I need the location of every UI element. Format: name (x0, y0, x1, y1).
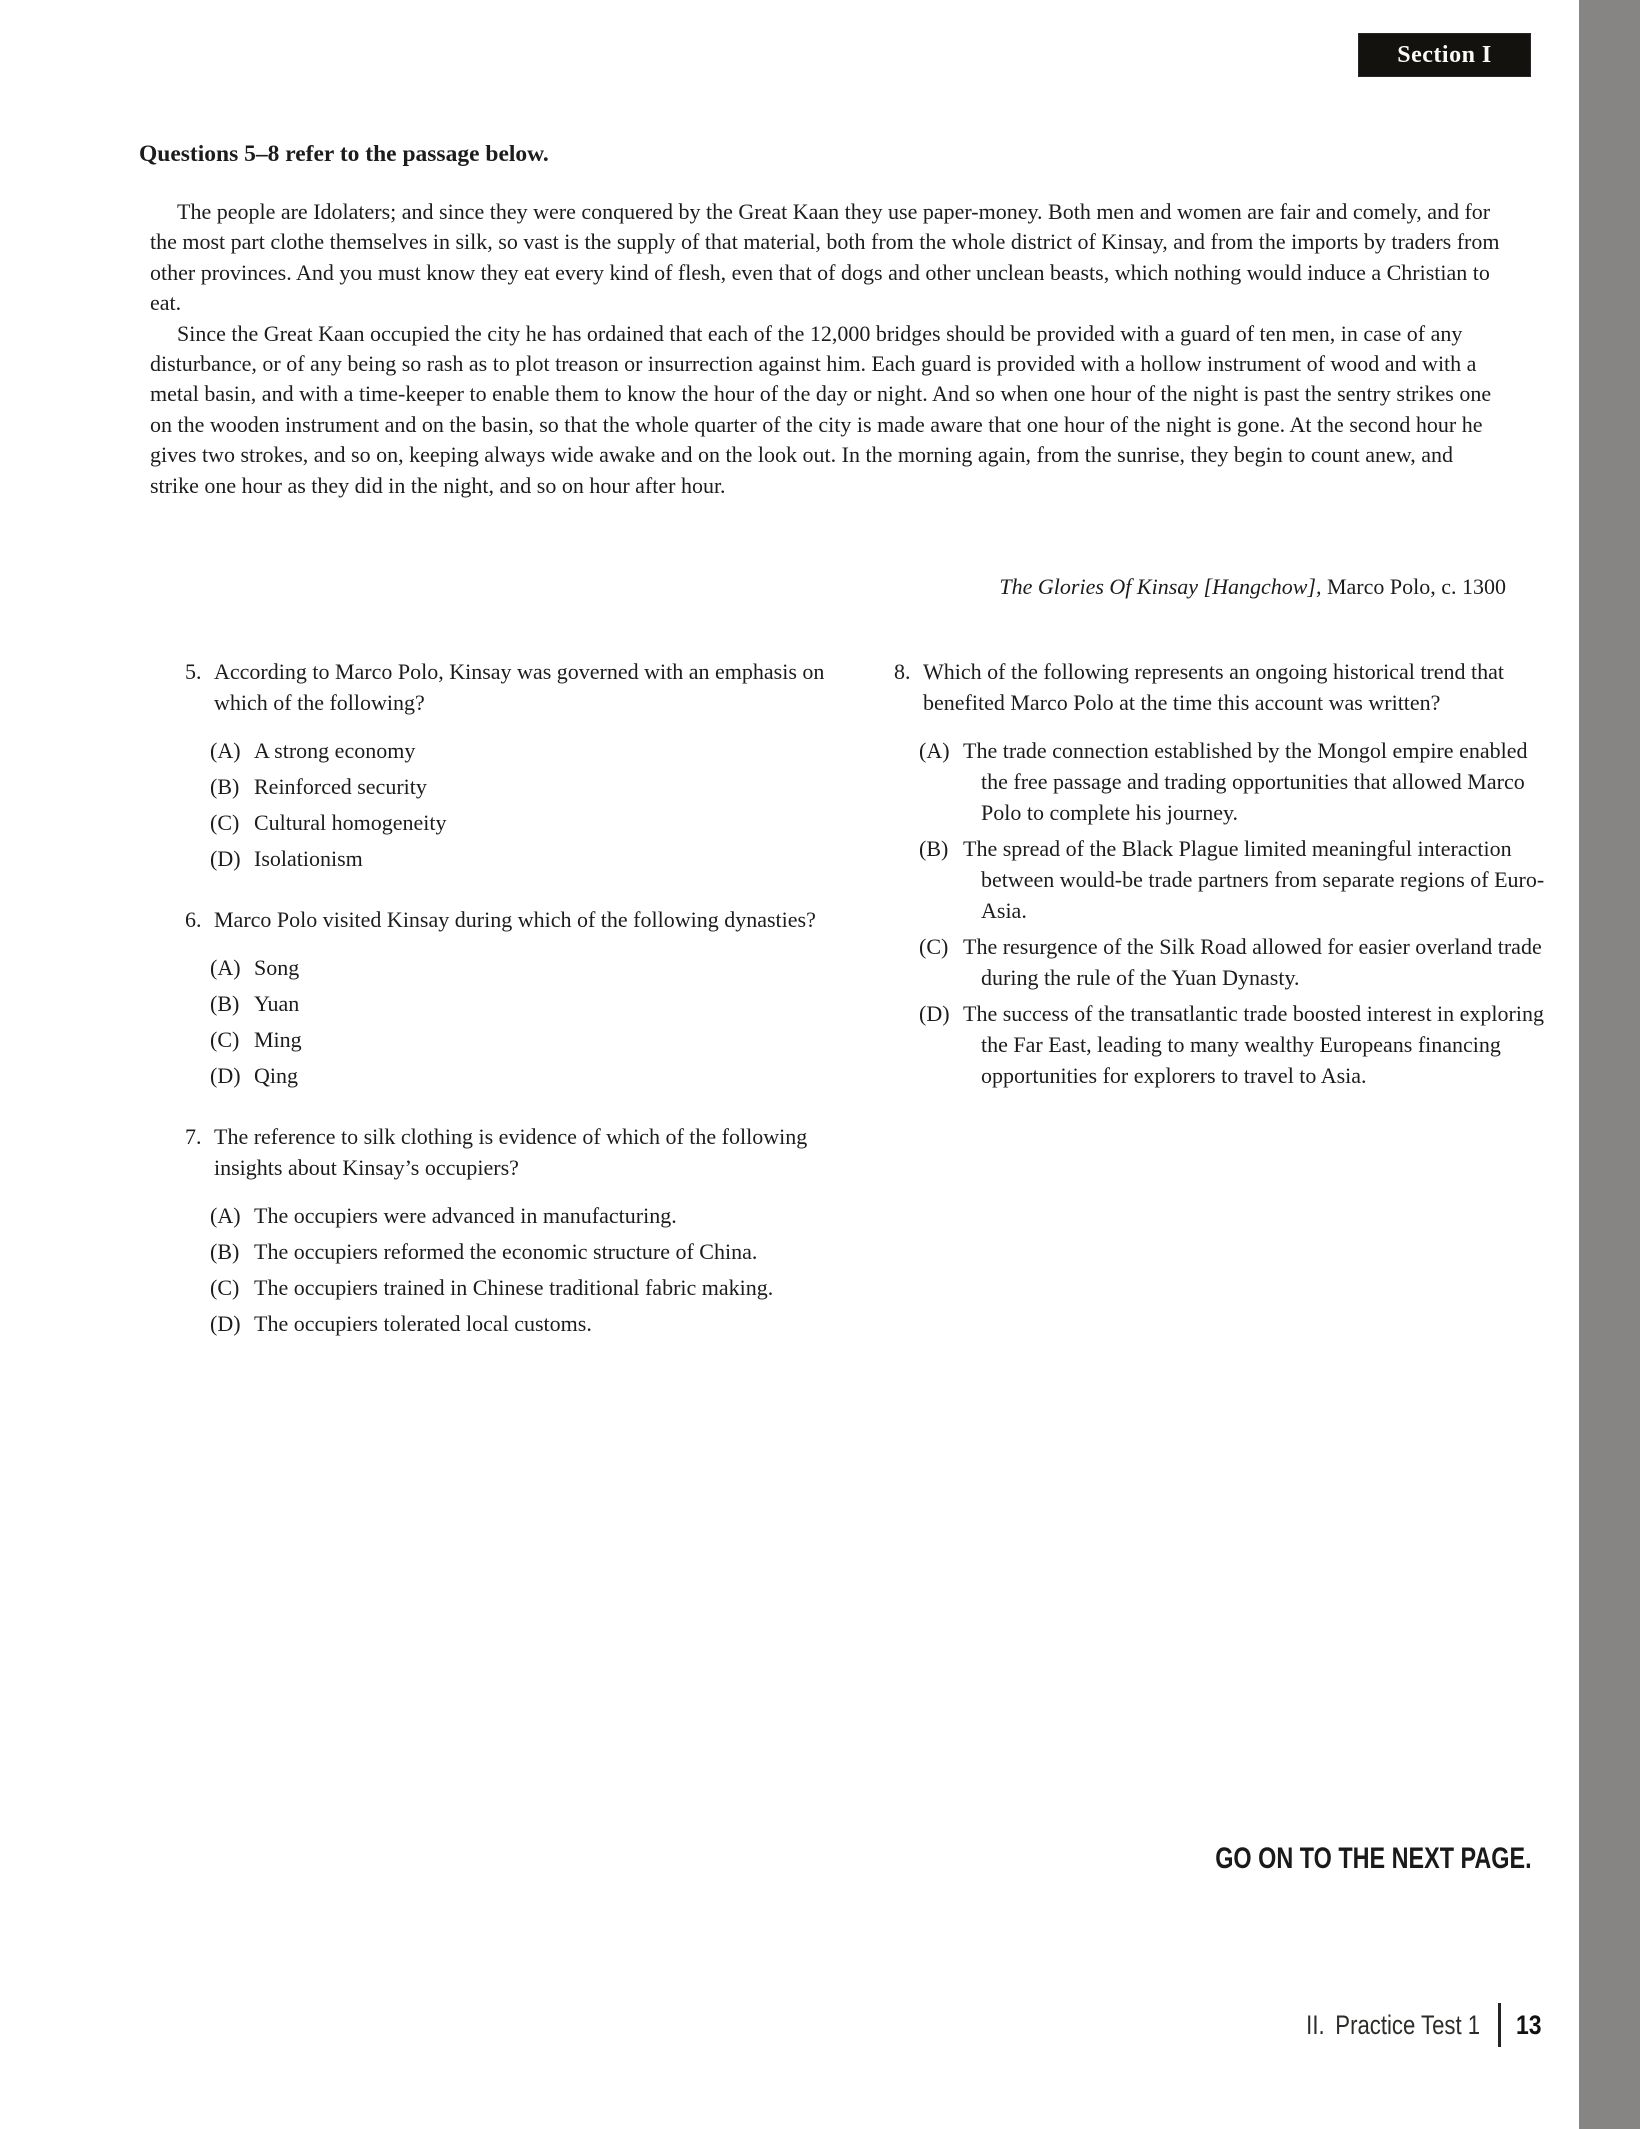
option-letter: (B) (919, 836, 949, 861)
question-text: The reference to silk clothing is evidence of which of the following insights about Kinsay’s occupiers? (214, 1124, 808, 1180)
question-6-option-c (210, 1024, 852, 1055)
section-tab (1358, 33, 1531, 77)
page-number: 13 (1515, 2009, 1542, 2040)
option-letter: (D) (210, 846, 241, 871)
option-letter: (D) (919, 1001, 950, 1026)
option-text: The occupiers reformed the economic structure of China. (254, 1239, 758, 1264)
question-text: Which of the following represents an ongoing historical trend that benefited Marco Polo at the time this account was written? (923, 659, 1505, 715)
option-text: Ming (254, 1027, 302, 1052)
option-letter: (C) (210, 810, 240, 835)
question-8-option-b (919, 833, 1546, 926)
question-number: 5. (185, 659, 202, 684)
question-6 (185, 904, 852, 1091)
question-6-option-a (210, 952, 852, 983)
question-5-option-b (210, 771, 852, 802)
option-letter: (B) (210, 774, 240, 799)
option-text: The occupiers were advanced in manufacturing. (254, 1203, 677, 1228)
option-text: Qing (254, 1063, 298, 1088)
question-5-option-d (210, 843, 852, 874)
option-letter: (A) (919, 738, 950, 763)
option-text: The spread of the Black Plague limited meaningful interaction between would-be trade partners from separate regions of Euro-Asia. (963, 836, 1545, 923)
footer-chapter-numeral: II. (1306, 2009, 1325, 2040)
question-text: According to Marco Polo, Kinsay was governed with an emphasis on which of the following? (214, 659, 825, 715)
page-footer (1268, 2003, 1546, 2047)
option-text: The occupiers tolerated local customs. (254, 1311, 592, 1336)
passage-paragraph-1: The people are Idolaters; and since they were conquered by the Great Kaan they use paper-money. Both men and women are fair and comely, and for the most part clothe themselves in silk, so vast is the supply of that material, both from the whole district of Kinsay, and from the imports by traders from other provinces. And you must know they eat every kind of flesh, even that of dogs and other unclean beasts, which nothing would induce a Christian to eat. (150, 199, 1500, 316)
questions-range-heading: Questions 5–8 refer to the passage below. (139, 141, 549, 167)
option-letter: (C) (210, 1275, 240, 1300)
attribution-author-date: Marco Polo, c. 1300 (1321, 574, 1506, 599)
option-letter: (A) (210, 955, 241, 980)
option-letter: (A) (210, 1203, 241, 1228)
attribution-title: The Glories Of Kinsay [Hangchow], (999, 574, 1322, 599)
passage (150, 197, 1506, 501)
question-7-option-c (210, 1272, 852, 1303)
option-text: The occupiers trained in Chinese traditional fabric making. (254, 1275, 774, 1300)
option-text: Cultural homogeneity (254, 810, 447, 835)
footer-divider (1498, 2003, 1501, 2047)
questions-right-column (894, 656, 1546, 1091)
option-text: Song (254, 955, 300, 980)
question-number: 6. (185, 907, 202, 932)
footer-section-label (1306, 2010, 1480, 2041)
passage-attribution (150, 574, 1506, 600)
option-text: The resurgence of the Silk Road allowed for easier overland trade during the rule of the Yuan Dynasty. (963, 934, 1542, 990)
option-text: The trade connection established by the Mongol empire enabled the free passage and trading opportunities that allowed Marco Polo to complete his journey. (963, 738, 1528, 825)
question-5-option-a (210, 735, 852, 766)
option-text: Yuan (254, 991, 300, 1016)
option-letter: (C) (210, 1027, 240, 1052)
option-letter: (A) (210, 738, 241, 763)
question-7-option-a (210, 1200, 852, 1231)
question-7-option-b (210, 1236, 852, 1267)
question-5-option-c (210, 807, 852, 838)
option-letter: (B) (210, 991, 240, 1016)
option-letter: (B) (210, 1239, 240, 1264)
option-letter: (C) (919, 934, 949, 959)
option-text: Isolationism (254, 846, 363, 871)
question-7-option-d (210, 1308, 852, 1339)
question-8 (894, 656, 1546, 1091)
option-text: The success of the transatlantic trade boosted interest in exploring the Far East, leading to many wealthy Europeans financing opportunities for explorers to travel to Asia. (963, 1001, 1544, 1088)
question-8-option-d (919, 998, 1546, 1091)
section-tab-label: Section I (1397, 41, 1492, 68)
page-edge-strip (1579, 0, 1640, 2129)
question-number: 7. (185, 1124, 202, 1149)
option-letter: (D) (210, 1311, 241, 1336)
questions-left-column (185, 656, 852, 1339)
option-text: Reinforced security (254, 774, 427, 799)
question-text: Marco Polo visited Kinsay during which of the following dynasties? (214, 907, 816, 932)
option-letter: (D) (210, 1063, 241, 1088)
question-8-option-a (919, 735, 1546, 828)
go-on-instruction: GO ON TO THE NEXT PAGE. (1215, 1842, 1532, 1875)
footer-section-name: Practice Test 1 (1335, 2009, 1480, 2040)
question-7 (185, 1121, 852, 1339)
question-8-option-c (919, 931, 1546, 993)
question-6-option-d (210, 1060, 852, 1091)
passage-paragraph-2: Since the Great Kaan occupied the city he has ordained that each of the 12,000 bridges should be provided with a guard of ten men, in case of any disturbance, or of any being so rash as to plot treason or insurrection against him. Each guard is provided with a hollow instrument of wood and with a metal basin, and with a time-keeper to enable them to know the hour of the day or night. And so when one hour of the night is past the sentry strikes one on the wooden instrument and on the basin, so that the whole quarter of the city is made aware that one hour of the night is gone. At the second hour he gives two strokes, and so on, keeping always wide awake and on the look out. In the morning again, from the sunrise, they begin to count anew, and strike one hour as they did in the night, and so on hour after hour. (150, 320, 1492, 498)
question-number: 8. (894, 659, 911, 684)
option-text: A strong economy (254, 738, 416, 763)
question-5 (185, 656, 852, 874)
question-6-option-b (210, 988, 852, 1019)
